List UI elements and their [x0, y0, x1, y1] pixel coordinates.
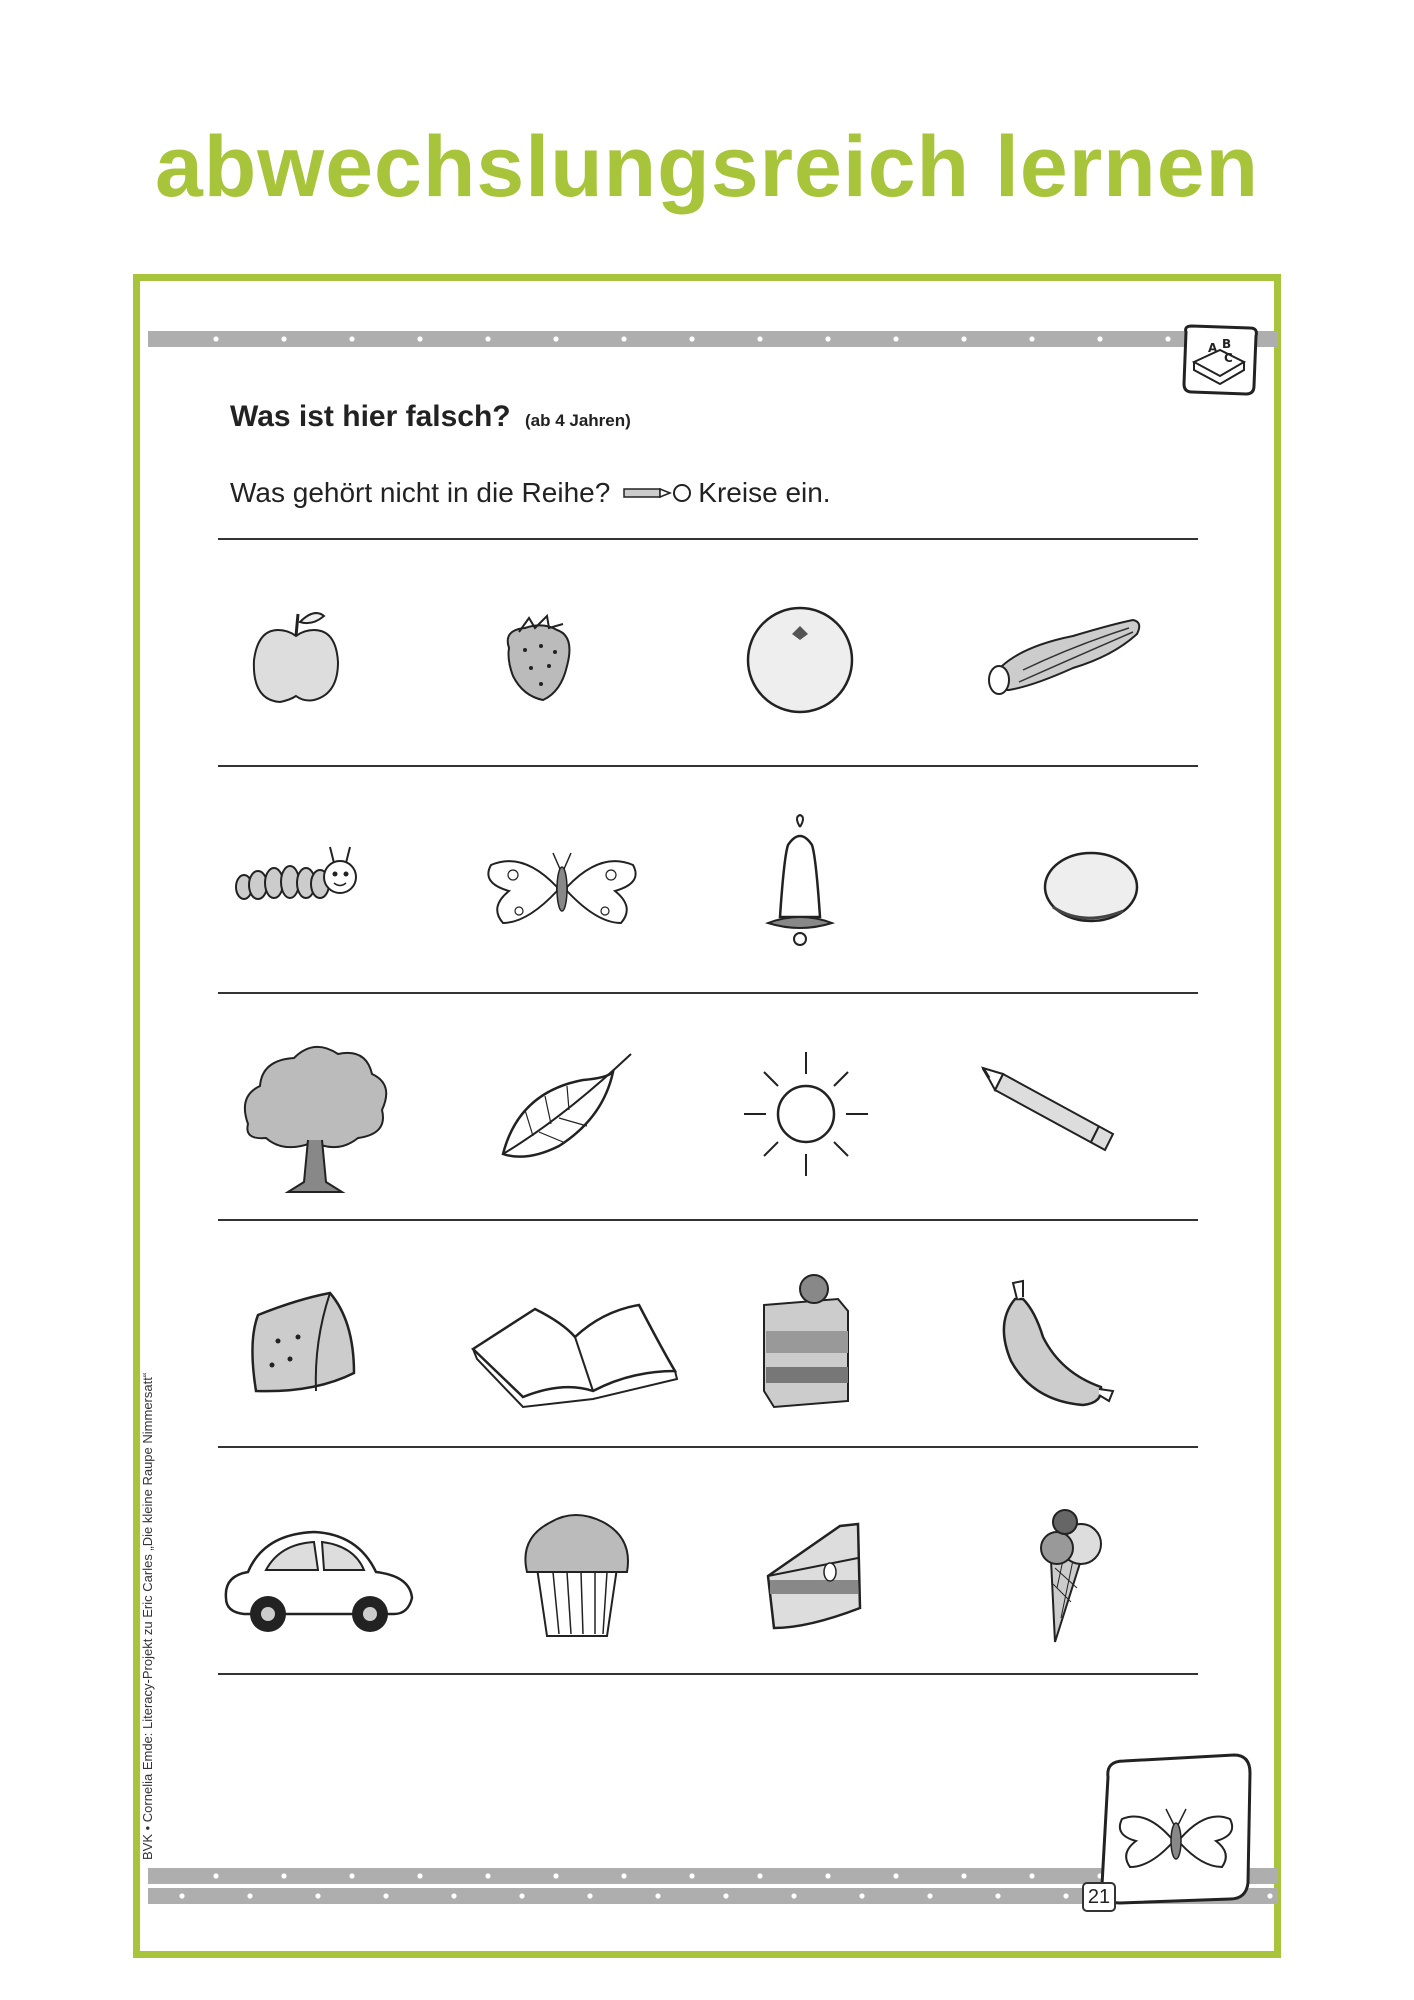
top-dot-strip — [148, 331, 1278, 347]
bell-icon[interactable] — [708, 787, 953, 977]
strip-dot — [1029, 1873, 1034, 1878]
sausage-icon[interactable] — [953, 1241, 1198, 1431]
egg-icon[interactable] — [953, 787, 1198, 977]
tree-icon[interactable] — [218, 1014, 463, 1204]
page-title — [230, 400, 631, 434]
strip-dot — [1267, 1893, 1272, 1898]
svg-text:A: A — [1208, 341, 1218, 355]
caterpillar-icon[interactable] — [218, 787, 463, 977]
strip-dot — [179, 1893, 184, 1898]
age-note: (ab 4 Jahren) — [524, 411, 631, 430]
strawberry-icon[interactable] — [463, 560, 708, 750]
picture-row-5 — [218, 1468, 1198, 1658]
pencil-icon[interactable] — [953, 1014, 1198, 1204]
ice-cream-cone-icon[interactable] — [953, 1468, 1198, 1658]
watermelon-slice-icon[interactable] — [218, 1241, 463, 1431]
strip-dot — [893, 1873, 898, 1878]
strip-dot — [791, 1893, 796, 1898]
picture-row-2 — [218, 787, 1198, 977]
butterfly-icon[interactable] — [463, 787, 708, 977]
strip-dot — [519, 1893, 524, 1898]
strip-dot — [757, 1873, 762, 1878]
strip-dot — [689, 336, 694, 341]
strip-dot — [825, 1873, 830, 1878]
apple-icon[interactable] — [218, 560, 463, 750]
page-number: 21 — [1082, 1882, 1116, 1912]
cheese-icon[interactable] — [708, 1468, 953, 1658]
title-text: Was ist hier falsch? — [230, 400, 511, 433]
instruction-suffix: Kreise ein. — [698, 477, 831, 508]
strip-dot — [689, 1873, 694, 1878]
row-divider — [218, 538, 1198, 540]
strip-dot — [349, 336, 354, 341]
pencil-circle-icon — [622, 482, 692, 504]
strip-dot — [961, 1873, 966, 1878]
strip-dot — [621, 336, 626, 341]
instruction-prefix: Was gehört nicht in die Reihe? — [230, 477, 611, 508]
strip-dot — [757, 336, 762, 341]
row-divider — [218, 992, 1198, 994]
leaf-icon[interactable] — [463, 1014, 708, 1204]
strip-dot — [451, 1893, 456, 1898]
cucumber-icon[interactable] — [953, 560, 1198, 750]
strip-dot — [655, 1893, 660, 1898]
car-icon[interactable] — [218, 1468, 463, 1658]
instruction — [230, 477, 831, 509]
strip-dot — [417, 336, 422, 341]
strip-dot — [349, 1873, 354, 1878]
row-divider — [218, 1446, 1198, 1448]
muffin-icon[interactable] — [463, 1468, 708, 1658]
svg-text:B: B — [1222, 337, 1232, 351]
strip-dot — [315, 1893, 320, 1898]
strip-dot — [859, 1893, 864, 1898]
strip-dot — [485, 1873, 490, 1878]
headline: abwechslungsreich lernen — [154, 119, 1260, 215]
strip-dot — [213, 1873, 218, 1878]
strip-dot — [553, 336, 558, 341]
strip-dot — [281, 1873, 286, 1878]
strip-dot — [213, 336, 218, 341]
strip-dot — [281, 336, 286, 341]
strip-dot — [1097, 336, 1102, 341]
strip-dot — [1165, 336, 1170, 341]
strip-dot — [553, 1873, 558, 1878]
credit-line: BVK • Cornelia Emde: Literacy-Projekt zu Eric Carles „Die kleine Raupe Nimmersatt“ — [140, 1372, 155, 1860]
book-icon[interactable] — [463, 1241, 708, 1431]
strip-dot — [1063, 1893, 1068, 1898]
strip-dot — [961, 336, 966, 341]
cake-slice-icon[interactable] — [708, 1241, 953, 1431]
sun-icon[interactable] — [708, 1014, 953, 1204]
strip-dot — [587, 1893, 592, 1898]
picture-row-4 — [218, 1241, 1198, 1431]
strip-dot — [383, 1893, 388, 1898]
strip-dot — [825, 336, 830, 341]
strip-dot — [927, 1893, 932, 1898]
row-divider — [218, 765, 1198, 767]
strip-dot — [723, 1893, 728, 1898]
strip-dot — [621, 1873, 626, 1878]
orange-icon[interactable] — [708, 560, 953, 750]
strip-dot — [485, 336, 490, 341]
picture-row-1 — [218, 560, 1198, 750]
strip-dot — [1029, 336, 1034, 341]
butterfly-badge — [1094, 1753, 1254, 1905]
strip-dot — [995, 1893, 1000, 1898]
svg-text:C: C — [1224, 351, 1233, 365]
strip-dot — [417, 1873, 422, 1878]
row-divider — [218, 1219, 1198, 1221]
strip-dot — [893, 336, 898, 341]
picture-row-3 — [218, 1014, 1198, 1204]
abc-book-icon — [1180, 322, 1260, 398]
strip-dot — [247, 1893, 252, 1898]
row-divider — [218, 1673, 1198, 1675]
